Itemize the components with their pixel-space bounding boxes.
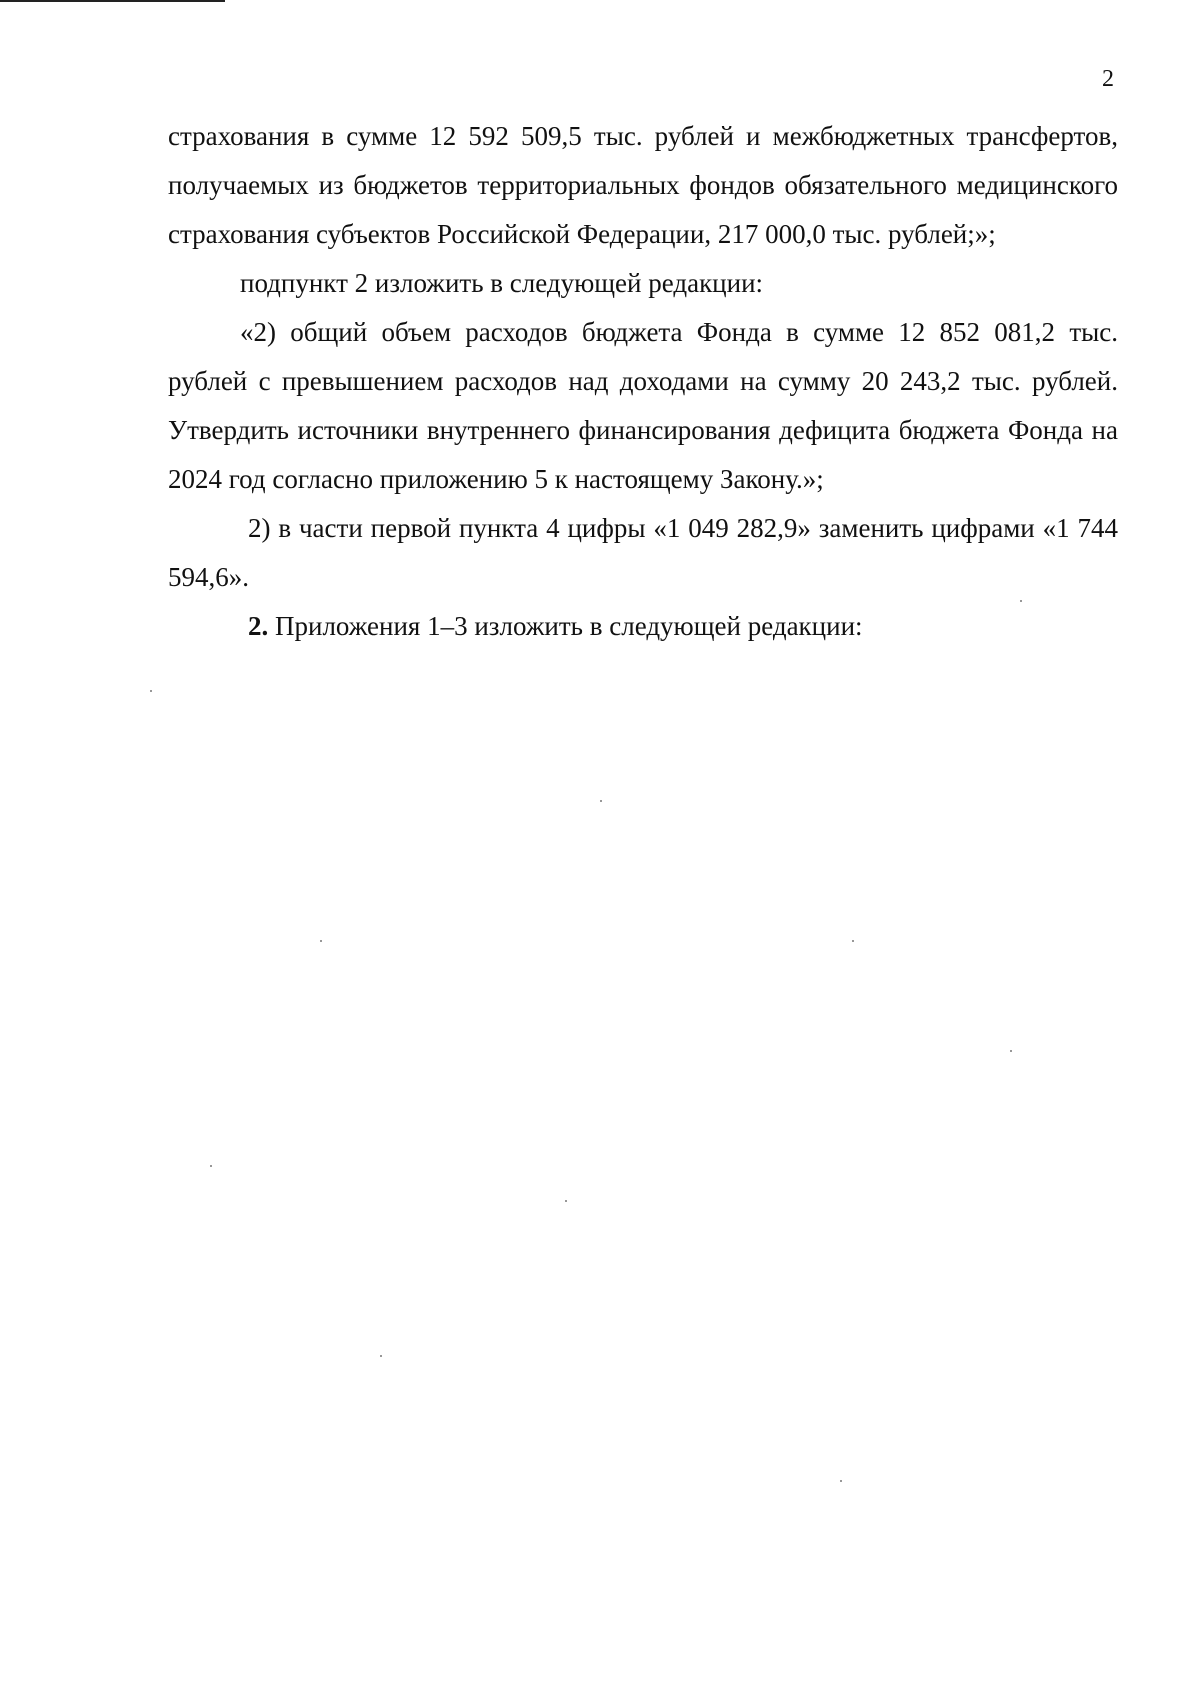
paragraph-appendices — [168, 602, 1118, 651]
page-number: 2 — [1102, 66, 1114, 92]
scan-speck — [380, 1355, 382, 1357]
paragraph-clause-4-amendment: 2) в части первой пункта 4 цифры «1 049 282,9» заменить цифрами «1 744 594,6». — [168, 513, 1118, 592]
scan-speck — [150, 690, 152, 692]
scan-speck — [210, 1165, 212, 1167]
paragraph-subclause-2-intro: подпункт 2 изложить в следующей редакции: — [240, 268, 764, 298]
paragraph-total-expenses: «2) общий объем расходов бюджета Фонда в сумме 12 852 081,2 тыс. рублей с превышением расходов над доходами на сумму 20 243,2 тыс. рублей. Утвердить источники внутреннего финансирования дефицита бюджета Фонда на 2024 год согласно приложению 5 к настоящему Закону.»; — [168, 317, 1118, 494]
scan-edge-line — [0, 0, 225, 2]
scan-speck — [840, 1480, 842, 1482]
scan-speck — [1020, 600, 1022, 602]
scan-speck — [1010, 1050, 1012, 1052]
scan-speck — [565, 1200, 567, 1202]
section-number: 2. — [248, 611, 269, 641]
scan-speck — [320, 940, 322, 942]
scan-speck — [600, 800, 602, 802]
appendices-text: Приложения 1–3 изложить в следующей редакции: — [268, 611, 863, 641]
scan-speck — [852, 940, 854, 942]
document-body — [168, 112, 1118, 651]
paragraph-insurance-transfers: страхования в сумме 12 592 509,5 тыс. рублей и межбюджетных трансфертов, получаемых из бюджетов территориальных фондов обязательного медицинского страхования субъектов Российской Федерации, 217 000,0 тыс. рублей;»; — [168, 121, 1118, 249]
